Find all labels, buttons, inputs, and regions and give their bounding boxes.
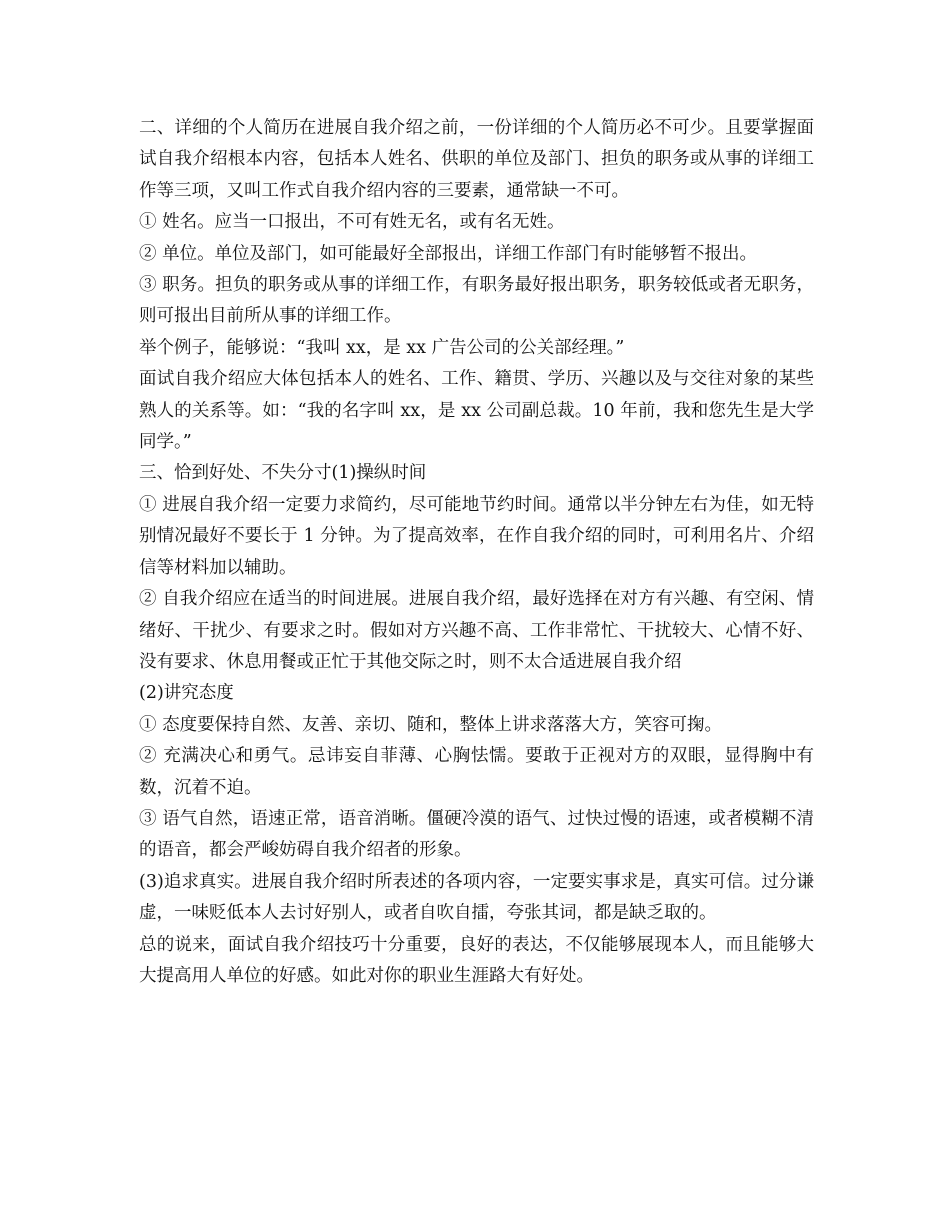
- paragraph-content-scope: 面试自我介绍应大体包括本人的姓名、工作、籍贯、学历、兴趣以及与交往对象的某些熟人的关系等。如：“我的名字叫 xx，是 xx 公司副总裁。10 年前，我和您先生是大学同学。”: [139, 369, 814, 453]
- paragraph-natural-attitude: ① 态度要保持自然、友善、亲切、随和，整体上讲求落落大方，笑容可掬。: [139, 714, 723, 735]
- document-body: [139, 113, 814, 992]
- paragraph-unit-item: ② 单位。单位及部门，如可能最好全部报出，详细工作部门有时能够暂不报出。: [139, 243, 758, 264]
- subheading-attitude: (2)讲究态度: [139, 683, 234, 704]
- paragraph-example: 举个例子，能够说：“我叫 xx，是 xx 广告公司的公关部经理。”: [139, 337, 625, 358]
- paragraph-right-moment: ② 自我介绍应在适当的时间进展。进展自我介绍，最好选择在对方有兴趣、有空闲、情绪好、干扰少、有要求之时。假如对方兴趣不高、工作非常忙、干扰较大、心情不好、没有要求、休息用餐或正忙于其他交际之时，则不太合适进展自我介绍: [139, 589, 814, 672]
- paragraph-position-item: ③ 职务。担负的职务或从事的详细工作，有职务最好报出职务，职务较低或者无职务，则可报出目前所从事的详细工作。: [139, 275, 814, 327]
- paragraph-conclusion: 总的说来，面试自我介绍技巧十分重要，良好的表达，不仅能够展现本人，而且能够大大提高用人单位的好感。如此对你的职业生涯路大有好处。: [139, 934, 814, 986]
- paragraph-resume-intro: 二、详细的个人简历在进展自我介绍之前，一份详细的个人简历必不可少。且要掌握面试自我介绍根本内容，包括本人姓名、供职的单位及部门、担负的职务或从事的详细工作等三项，又叫工作式自我介绍内容的三要素，通常缺一不可。: [139, 118, 814, 201]
- paragraph-confidence: ② 充满决心和勇气。忌讳妄自菲薄、心胸怯懦。要敢于正视对方的双眼，显得胸中有数，沉着不迫。: [139, 746, 814, 798]
- paragraph-authenticity: (3)追求真实。进展自我介绍时所表述的各项内容，一定要实事求是，真实可信。过分谦虚，一味贬低本人去讨好别人，或者自吹自擂，夸张其词，都是缺乏取的。: [139, 871, 814, 924]
- paragraph-tone: ③ 语气自然，语速正常，语音消晰。僵硬冷漠的语气、过快过慢的语速，或者模糊不清的语音，都会严峻妨碍自我介绍者的形象。: [139, 808, 814, 861]
- paragraph-name-item: ① 姓名。应当一口报出，不可有姓无名，或有名无姓。: [139, 212, 565, 233]
- paragraph-brevity: ① 进展自我介绍一定要力求简约，尽可能地节约时间。通常以半分钟左右为佳，如无特别情况最好不要长于 1 分钟。为了提高效率，在作自我介绍的同时，可利用名片、介绍信等材料加以辅助。: [139, 494, 814, 578]
- section-heading-timing: 三、恰到好处、不失分寸(1)操纵时间: [139, 463, 427, 484]
